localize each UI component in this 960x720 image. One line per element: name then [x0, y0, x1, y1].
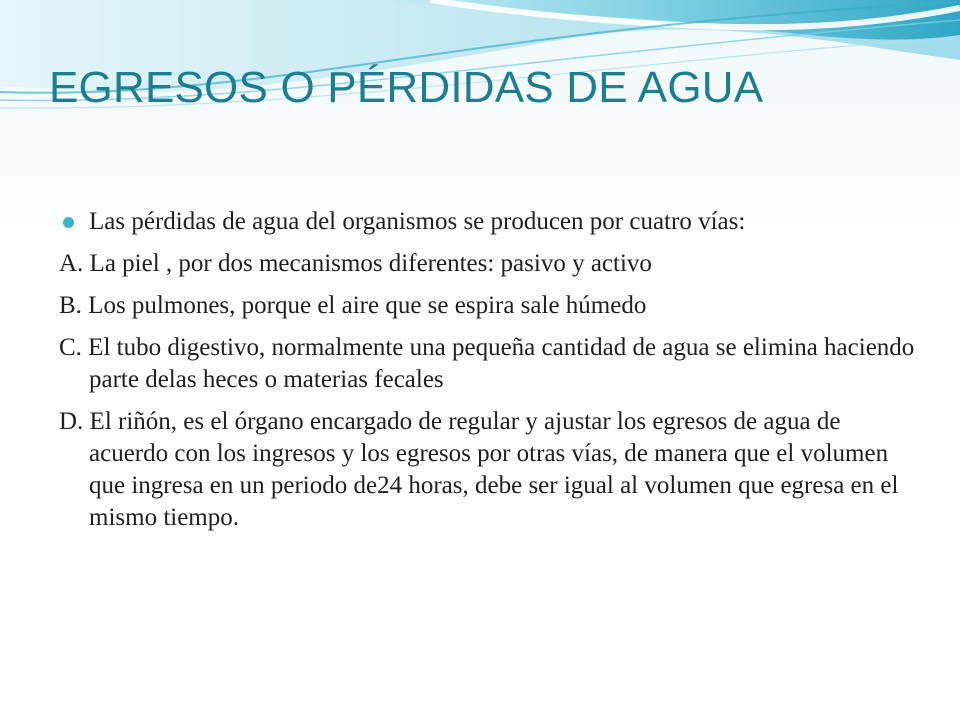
list-item-c: C. El tubo digestivo, normalmente una pequeña cantidad de agua se elimina haciendo parte delas heces o materias fecales	[59, 334, 915, 393]
list-item-d: D. El riñón, es el órgano encargado de regular y ajustar los egresos de agua de acuerdo con los ingresos y los egresos por otras vías, de manera que el volumen que ingresa en un periodo de24 horas, debe ser igual al volumen que egresa en el mismo tiempo.	[59, 408, 899, 531]
bullet-text: Las pérdidas de agua del organismos se producen por cuatro vías:	[89, 208, 746, 235]
list-item-b: B. Los pulmones, porque el aire que se espira sale húmedo	[59, 292, 647, 319]
list-item-a: A. La piel , por dos mecanismos diferentes: pasivo y activo	[59, 250, 652, 277]
bullet-dot-icon	[63, 217, 74, 228]
slide-title: EGRESOS O PÉRDIDAS DE AGUA	[49, 63, 764, 112]
bullet-item	[59, 206, 919, 238]
slide-body	[59, 206, 919, 544]
